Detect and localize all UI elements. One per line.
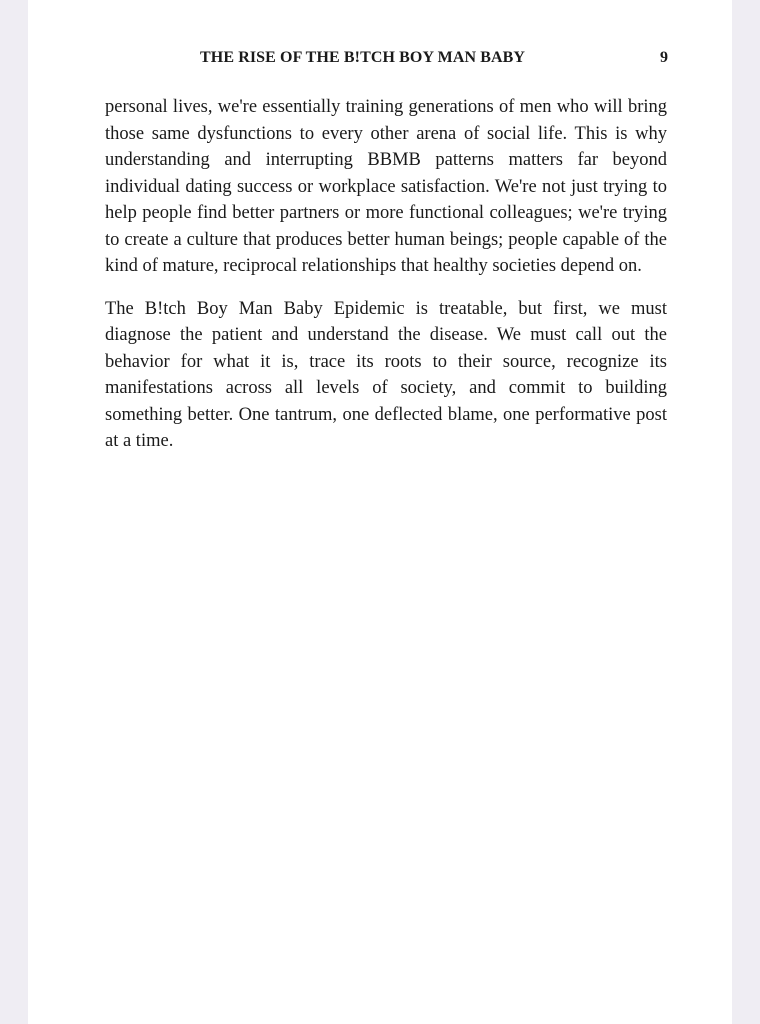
running-title: THE RISE OF THE B!TCH BOY MAN BABY bbox=[200, 49, 526, 66]
page-number: 9 bbox=[660, 49, 668, 66]
paragraph: personal lives, we're essentially training generations of men who will bring those same dysfunctions to every other arena of social life. This is why understanding and interrupting BBMB patterns matters far beyond individual dating success or workplace satisfaction. We're not just trying to help people find better partners or more functional colleagues; we're trying to create a culture that produces better human beings; people capable of the kind of mature, reciprocal relationships that healthy societies depend on. bbox=[105, 97, 667, 276]
body-text bbox=[105, 94, 667, 471]
running-head bbox=[28, 49, 732, 73]
paragraph: The B!tch Boy Man Baby Epidemic is treatable, but first, we must diagnose the patient and understand the disease. We must call out the behavior for what it is, trace its roots to their source, recognize its manifestations across all levels of society, and commit to building something better. One tantrum, one deflected blame, one performative post at a time. bbox=[105, 298, 667, 451]
book-page bbox=[28, 0, 732, 1024]
